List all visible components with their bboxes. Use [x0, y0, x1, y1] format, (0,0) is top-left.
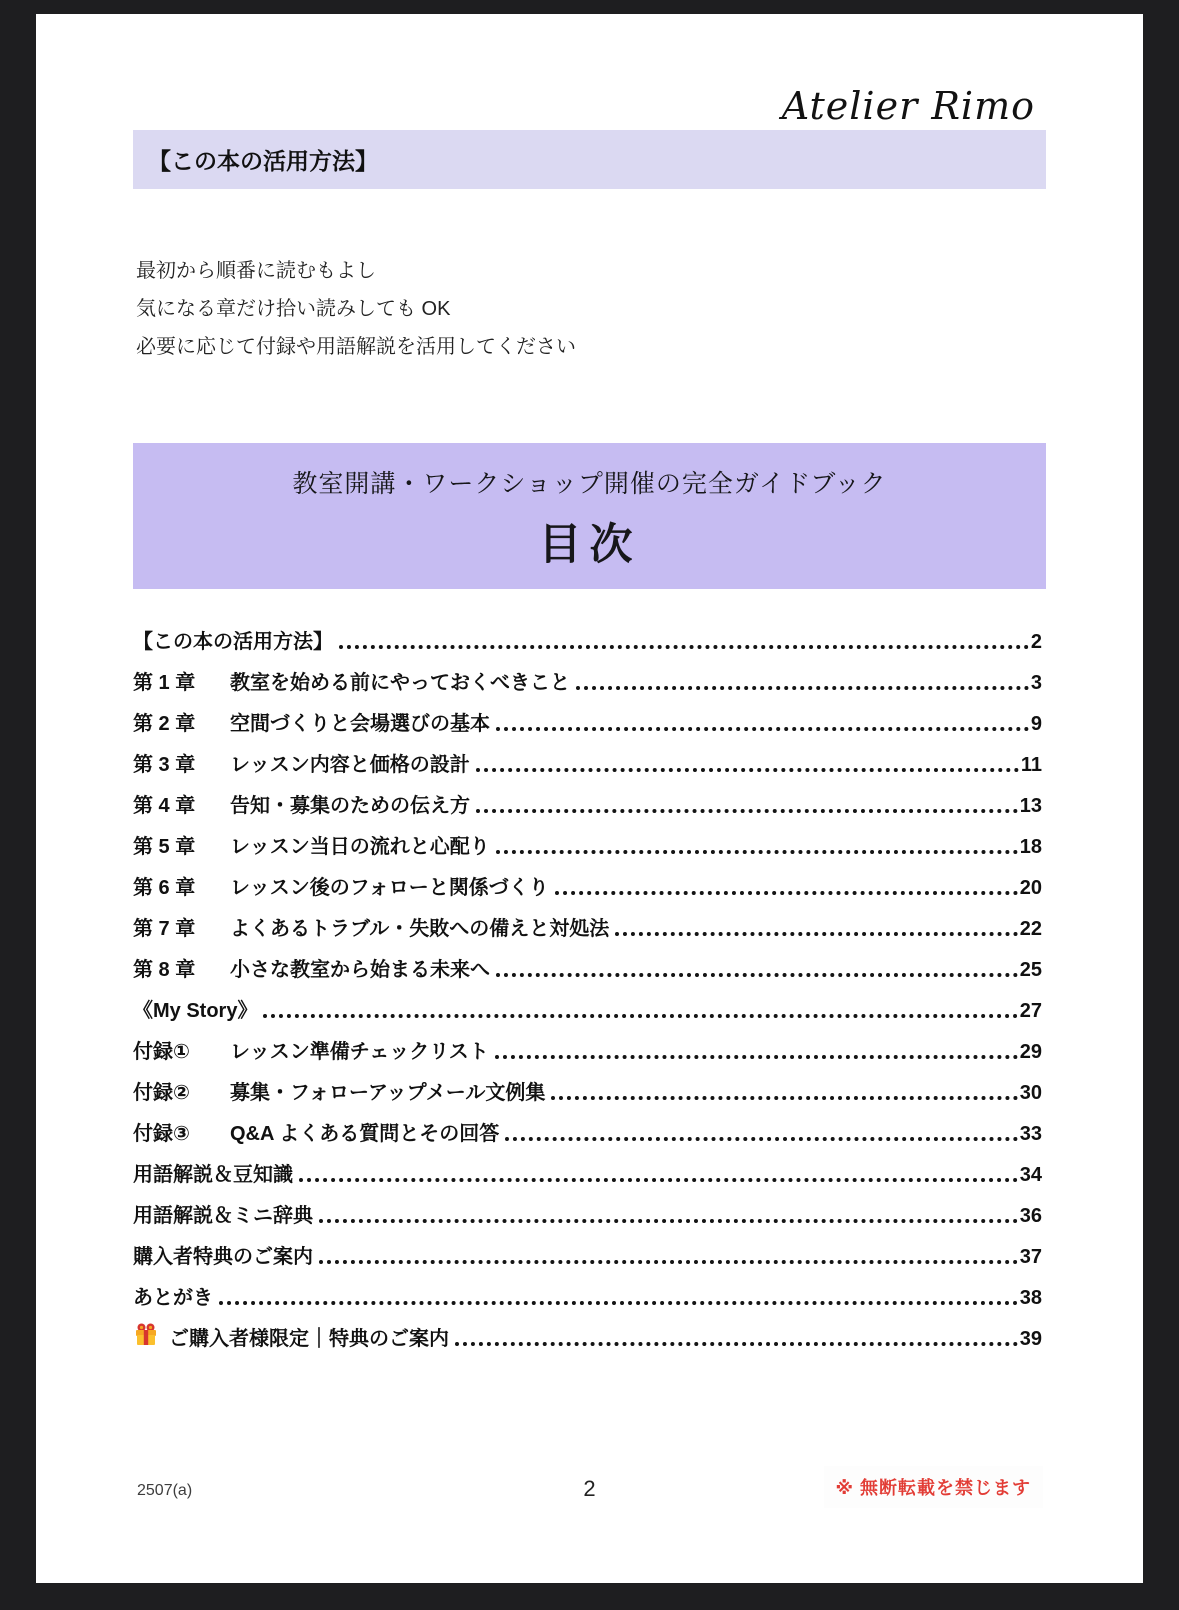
toc-entry-label: 第 4 章: [133, 795, 196, 817]
toc-entry-title: 教室を始める前にやっておくべきこと: [230, 672, 570, 694]
toc-entry-title: Q&A よくある質問とその回答: [230, 1123, 500, 1145]
toc-entry-page: 11: [1020, 754, 1042, 776]
toc-dot-leader: [299, 1178, 1018, 1182]
toc-entry-page: 2: [1030, 631, 1042, 653]
toc-entry-title: 《My Story》: [133, 1000, 258, 1022]
toc-entry-label: 付録③: [133, 1123, 190, 1145]
toc-entry-title: レッスン当日の流れと心配り: [230, 836, 490, 858]
toc-entry-page: 39: [1019, 1328, 1042, 1350]
toc-dot-leader: [615, 932, 1018, 936]
toc-row[interactable]: [133, 613, 1042, 654]
toc-dot-leader: [496, 850, 1018, 854]
usage-intro-line: 最初から順番に読むもよし: [136, 260, 376, 282]
toc-entry-title: レッスン準備チェックリスト: [230, 1041, 489, 1063]
toc-entry-title: 用語解説＆ミニ辞典: [133, 1205, 313, 1227]
toc-dot-leader: [319, 1260, 1018, 1264]
toc-row[interactable]: [133, 859, 1042, 900]
toc-row[interactable]: [133, 654, 1042, 695]
toc-dot-leader: [505, 1137, 1017, 1141]
usage-section-banner: [133, 130, 1046, 189]
toc-entry-page: 22: [1019, 918, 1042, 940]
toc-dot-leader: [476, 809, 1018, 813]
toc-row[interactable]: [133, 982, 1042, 1023]
usage-intro: [136, 252, 576, 366]
toc-entry-title: 用語解説＆豆知識: [133, 1164, 293, 1186]
toc-row[interactable]: [133, 1064, 1042, 1105]
toc-entry-title: 【この本の活用方法】: [133, 631, 333, 653]
toc-row[interactable]: [133, 1023, 1042, 1064]
toc-entry-page: 9: [1030, 713, 1042, 735]
toc-entry-page: 29: [1019, 1041, 1042, 1063]
toc-entry-label: 第 1 章: [133, 672, 196, 694]
gift-icon: [133, 1321, 159, 1347]
toc-row[interactable]: [133, 900, 1042, 941]
toc-row[interactable]: [133, 1269, 1042, 1310]
toc-dot-leader: [476, 768, 1019, 772]
usage-intro-line: 必要に応じて付録や用語解説を活用してください: [136, 336, 576, 358]
copyright-note: ※ 無断転載を禁じます: [824, 1466, 1044, 1508]
page-number: 2: [583, 1476, 596, 1501]
toc-entry-title: 小さな教室から始まる未来へ: [230, 959, 490, 981]
toc-dot-leader: [455, 1342, 1018, 1346]
toc-entry-label: 第 7 章: [133, 918, 196, 940]
toc-entry-title: よくあるトラブル・失敗への備えと対処法: [230, 918, 610, 940]
footer-document-code: 2507(a): [137, 1482, 193, 1499]
toc-entry-title: レッスン後のフォローと関係づくり: [230, 877, 549, 899]
toc-row[interactable]: [133, 1228, 1042, 1269]
toc-row[interactable]: [133, 736, 1042, 777]
toc-entry-title: あとがき: [133, 1287, 213, 1309]
toc-dot-leader: [319, 1219, 1018, 1223]
toc-entry-page: 36: [1019, 1205, 1042, 1227]
toc-entry-title: 告知・募集のための伝え方: [230, 795, 470, 817]
toc-entry-page: 37: [1019, 1246, 1042, 1268]
toc-dot-leader: [339, 645, 1029, 649]
toc-entry-page: 3: [1030, 672, 1042, 694]
toc-row[interactable]: [133, 695, 1042, 736]
toc-entry-title: レッスン内容と価格の設計: [230, 754, 470, 776]
book-subtitle: 教室開講・ワークショップ開催の完全ガイドブック: [292, 470, 887, 498]
toc-entry-page: 33: [1019, 1123, 1042, 1145]
toc-title: 目次: [538, 521, 641, 569]
toc-dot-leader: [496, 973, 1018, 977]
toc-entry-title: ご購入者様限定｜特典のご案内: [169, 1328, 449, 1350]
toc-dot-leader: [551, 1096, 1017, 1100]
table-of-contents: [133, 613, 1042, 1351]
toc-row[interactable]: [133, 1310, 1042, 1351]
toc-entry-title: 空間づくりと会場選びの基本: [230, 713, 490, 735]
toc-dot-leader: [555, 891, 1018, 895]
toc-row[interactable]: [133, 941, 1042, 982]
toc-entry-label: 第 5 章: [133, 836, 196, 858]
toc-entry-page: 30: [1019, 1082, 1042, 1104]
toc-entry-page: 18: [1019, 836, 1042, 858]
toc-header-box: [133, 443, 1046, 589]
toc-entry-label: 付録②: [133, 1082, 190, 1104]
toc-row[interactable]: [133, 818, 1042, 859]
toc-entry-label: 第 8 章: [133, 959, 196, 981]
toc-entry-page: 38: [1019, 1287, 1042, 1309]
toc-entry-page: 25: [1019, 959, 1042, 981]
toc-entry-page: 34: [1019, 1164, 1042, 1186]
toc-entry-label: 第 2 章: [133, 713, 196, 735]
toc-entry-title: 募集・フォローアップメール文例集: [230, 1082, 546, 1104]
usage-section-heading: 【この本の活用方法】: [148, 148, 378, 174]
toc-row[interactable]: [133, 1187, 1042, 1228]
toc-entry-page: 13: [1019, 795, 1042, 817]
usage-intro-line: 気になる章だけ拾い読みしても OK: [136, 298, 451, 320]
document-page: [36, 14, 1143, 1583]
toc-entry-page: 20: [1019, 877, 1042, 899]
toc-entry-label: 第 3 章: [133, 754, 196, 776]
toc-row[interactable]: [133, 1105, 1042, 1146]
toc-dot-leader: [496, 727, 1029, 731]
toc-dot-leader: [219, 1301, 1018, 1305]
toc-row[interactable]: [133, 777, 1042, 818]
toc-dot-leader: [576, 686, 1029, 690]
toc-entry-label: 付録①: [133, 1041, 190, 1063]
toc-row[interactable]: [133, 1146, 1042, 1187]
toc-dot-leader: [263, 1014, 1017, 1018]
toc-dot-leader: [495, 1055, 1018, 1059]
toc-entry-title: 購入者特典のご案内: [133, 1246, 313, 1268]
brand-logo: Atelier Rimo: [781, 84, 1035, 128]
toc-entry-page: 27: [1019, 1000, 1042, 1022]
toc-entry-label: 第 6 章: [133, 877, 196, 899]
